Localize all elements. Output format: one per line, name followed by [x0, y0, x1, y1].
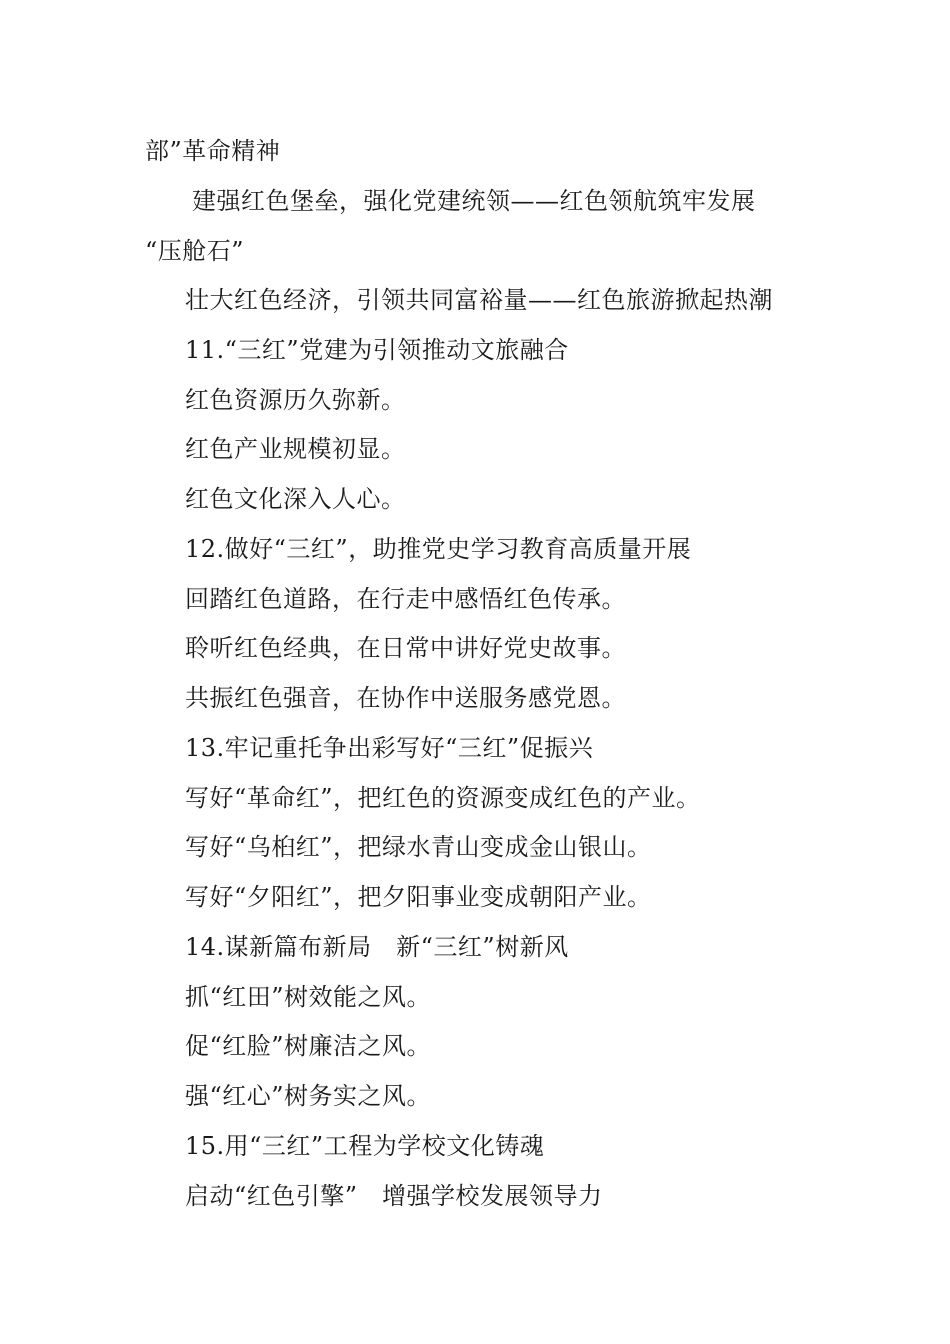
text-line: 聆听红色经典，在日常中讲好党史故事。 [185, 634, 626, 662]
text-line: 写好“乌桕红”，把绿水青山变成金山银山。 [185, 833, 652, 861]
text-line: 促“红脸”树廉洁之风。 [185, 1032, 432, 1060]
section-heading: 12.做好“三红”，助推党史学习教育高质量开展 [185, 535, 692, 563]
section-heading: 13.牢记重托争出彩写好“三红”促振兴 [185, 734, 594, 762]
text-line: 红色文化深入人心。 [185, 485, 406, 513]
section-heading: 15.用“三红”工程为学校文化铸魂 [185, 1132, 545, 1160]
text-line: “压舱石” [145, 237, 245, 265]
text-line: 部”革命精神 [145, 137, 281, 165]
text-line: 回踏红色道路，在行走中感悟红色传承。 [185, 585, 626, 613]
section-heading: 14.谋新篇布新局 新“三红”树新风 [185, 933, 569, 961]
text-line: 抓“红田”树效能之风。 [185, 983, 432, 1011]
text-line: 写好“革命红”，把红色的资源变成红色的产业。 [185, 784, 701, 812]
text-line: 共振红色强音，在协作中送服务感党恩。 [185, 684, 626, 712]
text-line: 红色资源历久弥新。 [185, 386, 406, 414]
text-line: 强“红心”树务实之风。 [185, 1082, 432, 1110]
text-line: 写好“夕阳红”，把夕阳事业变成朝阳产业。 [185, 883, 652, 911]
section-heading: 11.“三红”党建为引领推动文旅融合 [185, 336, 569, 364]
text-line: 壮大红色经济，引领共同富裕量——红色旅游掀起热潮 [185, 286, 773, 314]
text-line: 红色产业规模初显。 [185, 435, 406, 463]
text-line: 启动“红色引擎” 增强学校发展领导力 [185, 1182, 603, 1210]
text-line: 建强红色堡垒，强化党建统领——红色领航筑牢发展 [192, 187, 756, 215]
